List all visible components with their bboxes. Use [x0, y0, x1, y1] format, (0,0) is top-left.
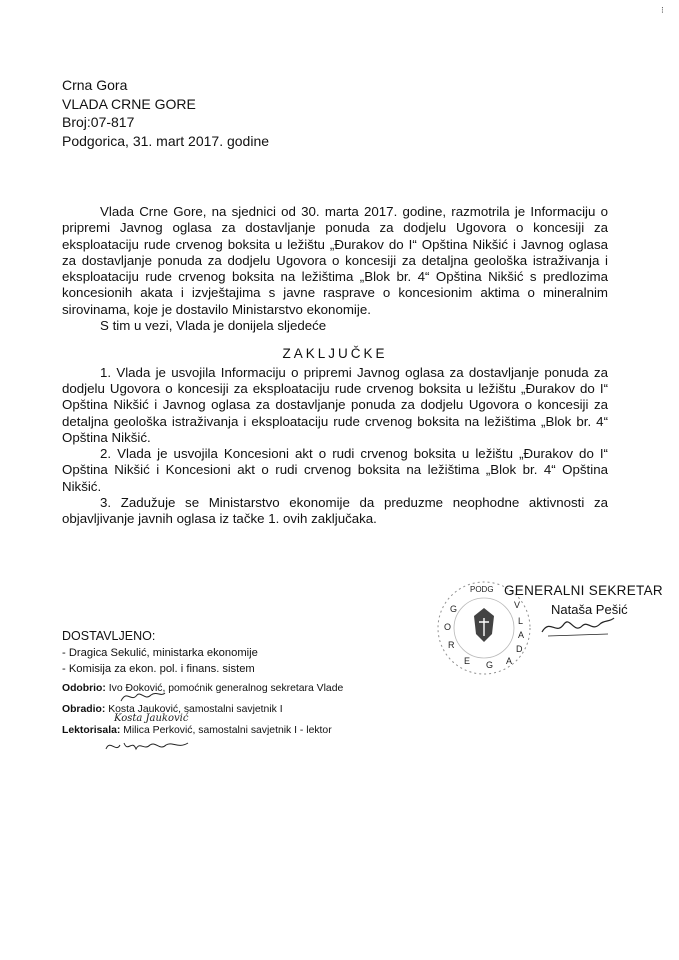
edited-row: [62, 725, 343, 746]
svg-text:D: D: [516, 644, 523, 654]
workflow-block: [62, 683, 343, 746]
svg-text:A: A: [518, 630, 525, 640]
svg-text:G: G: [450, 604, 458, 614]
corner-mark: ⁝: [661, 5, 664, 15]
government-name: VLADA CRNE GORE: [62, 95, 196, 112]
distribution-recipient: - Komisija za ekon. pol. i finans. sistem: [62, 662, 255, 675]
preparer-handwritten-name: Kosta Jauković: [114, 713, 189, 724]
document-header: [62, 76, 269, 150]
prepared-label: Obradio:: [62, 704, 106, 715]
svg-text:L: L: [518, 616, 524, 626]
conclusions-title: ZAKLJUČKE: [282, 346, 388, 362]
transition-paragraph: S tim u vezi, Vlada je donijela sljedeće: [100, 318, 327, 334]
signatory-name: Nataša Pešić: [551, 602, 628, 617]
edited-label: Lektorisala:: [62, 725, 121, 736]
svg-text:E: E: [464, 656, 471, 666]
place-and-date: Podgorica, 31. mart 2017. godine: [62, 132, 270, 149]
reference-number: Broj:07-817: [62, 114, 135, 130]
intro-paragraph: Vlada Crne Gore, na sjednici od 30. marta 2017. godine, razmotrila je Informaciju o pripremi Javnog oglasa za dostavljanje ponuda za dodjelu Ugovora o koncesiji za eksploataciju rude crvenog boksita u ležištu „Đurakov do I“ Opština Nikšić i Javnog oglasa za dostavljanje ponuda za dodjelu Ugovora o koncesiji za detaljna geološka istraživanja i eksploataciju rude crvenog boksita na ležištima „Blok br. 4“ Opština Nikšić s predlozima koncesionih akata i izvještajima s javne rasprave o koncesionim aktima o mineralnim sirovinama, koje je dostavilo Ministarstvo ekonomije.: [62, 204, 608, 317]
prepared-value: Kosta Jauković, samostalni savjetnik I: [108, 704, 283, 715]
svg-text:R: R: [448, 640, 455, 650]
approved-value: Ivo Đoković, pomoćnik generalnog sekretara Vlade: [108, 683, 344, 694]
svg-text:O: O: [444, 622, 452, 632]
edited-value: Milica Perković, samostalni savjetnik I - lektor: [123, 725, 332, 736]
distribution-recipient: - Dragica Sekulić, ministarka ekonomije: [62, 646, 258, 659]
svg-text:A: A: [506, 656, 513, 666]
editor-signature-icon: [102, 735, 192, 757]
approved-row: [62, 683, 343, 704]
approved-label: Odobrio:: [62, 683, 106, 694]
svg-text:G: G: [486, 660, 494, 670]
conclusion-item-2: 2. Vlada je usvojila Koncesioni akt o rudi crvenog boksita u ležištu „Đurakov do I“ Opština Nikšić i Koncesioni akt o rudi crvenog boksita na ležištima „Blok br. 4“ Opština Nikšić.: [62, 446, 608, 494]
svg-text:PODG: PODG: [470, 585, 494, 594]
prepared-row: [62, 704, 343, 725]
conclusion-item-3: 3. Zadužuje se Ministarstvo ekonomije da preduzme neophodne aktivnosti za objavljivanje javnih oglasa iz tačke 1. ovih zaključaka.: [62, 495, 608, 527]
document-body: [62, 204, 608, 528]
signature-scribble-icon: [538, 612, 618, 640]
country-name: Crna Gora: [62, 77, 128, 93]
conclusion-item-1: 1. Vlada je usvojila Informaciju o pripremi Javnog oglasa za dostavljanje ponuda za dodjelu Ugovora o koncesiji za eksploataciju rude crvenog boksita u ležištu „Đurakov do I“ Opština Nikšić i Javnog oglasa za dostavljanje ponuda za dodjelu Ugovora o koncesiji za detaljna geološka istraživanja i eksploataciju rude crvenog boksita na ležištima „Blok br. 4“ Opština Nikšić.: [62, 364, 608, 445]
signature-block: [430, 578, 663, 678]
svg-text:V: V: [514, 600, 521, 610]
distribution-heading: DOSTAVLJENO:: [62, 629, 156, 643]
distribution-list: [62, 628, 258, 677]
signatory-role: GENERALNI SEKRETAR: [504, 583, 663, 598]
